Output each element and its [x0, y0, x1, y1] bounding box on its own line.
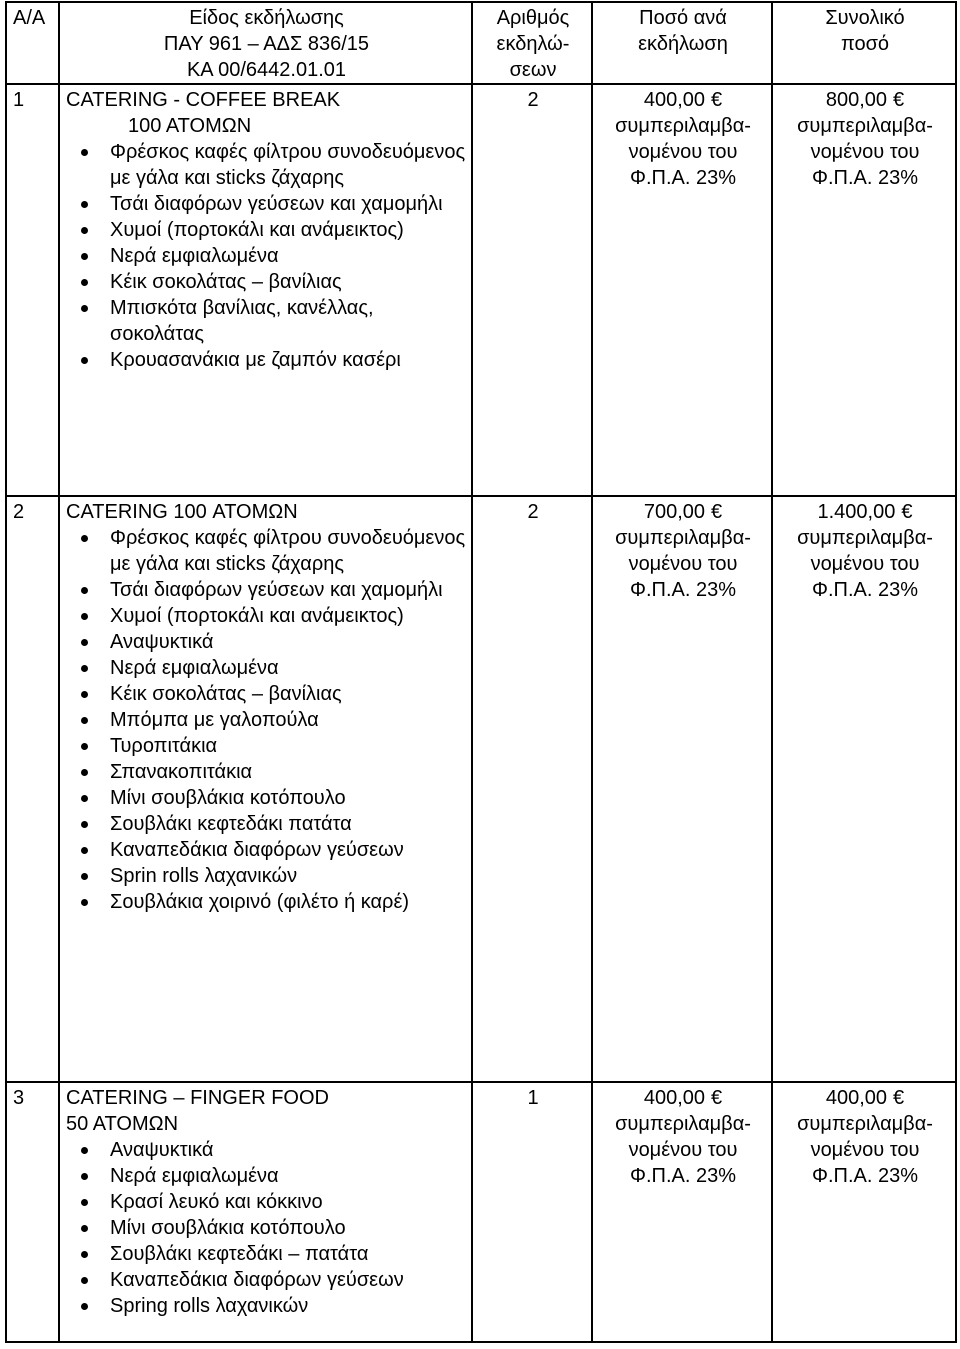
list-item: Καναπεδάκια διαφόρων γεύσεων — [110, 1267, 467, 1293]
row-title-line: CATERING 100 ΑΤΟΜΩΝ — [66, 501, 298, 523]
vat-note-line: νομένου του — [810, 1139, 920, 1161]
table-row — [6, 496, 956, 1082]
row-count: 2 — [472, 496, 592, 1082]
list-item: Μπόμπα με γαλοπούλα — [110, 707, 467, 733]
list-item: Σουβλάκι κεφτεδάκι πατάτα — [110, 811, 467, 837]
header-unit-line: Ποσό ανά — [639, 7, 727, 29]
list-item: Κέικ σοκολάτας – βανίλιας — [110, 681, 467, 707]
list-item: Φρέσκος καφές φίλτρου συνοδευόμενος με γάλα και sticks ζάχαρης — [110, 141, 466, 189]
list-item: Κρασί λευκό και κόκκινο — [110, 1189, 467, 1215]
list-item: Χυμοί (πορτοκάλι και ανάμεικτος) — [110, 603, 467, 629]
header-count — [472, 2, 592, 84]
vat-note-line: νομένου του — [628, 1139, 738, 1161]
header-aa: Α/Α — [6, 2, 59, 84]
amount-line — [779, 499, 951, 525]
list-item: Τσάι διαφόρων γεύσεων και χαμομήλι — [110, 191, 467, 217]
amount-value: 400,00 — [643, 89, 706, 111]
list-item: Τσάι διαφόρων γεύσεων και χαμομήλι — [110, 577, 467, 603]
header-count-line: εκδηλώ- — [496, 33, 570, 55]
vat-note-line: Φ.Π.Α. 23% — [630, 167, 736, 189]
row-title-line: 50 ΑΤΟΜΩΝ — [66, 1113, 179, 1135]
list-item: Νερά εμφιαλωμένα — [110, 243, 467, 269]
list-item: Κρουασανάκια με ζαμπόν κασέρι — [110, 347, 467, 373]
header-description-line: ΚΑ 00/6442.01.01 — [186, 59, 347, 81]
euro-sign: € — [901, 501, 913, 523]
row-description — [59, 84, 472, 496]
header-total-line: Συνολικό — [825, 7, 905, 29]
list-item: Σουβλάκι κεφτεδάκι – πατάτα — [110, 1241, 467, 1267]
vat-note-line: Φ.Π.Α. 23% — [812, 1165, 918, 1187]
vat-note-line: νομένου του — [628, 141, 738, 163]
vat-note-line: συμπεριλαμβα- — [797, 115, 933, 137]
row-count: 1 — [472, 1082, 592, 1342]
list-item: Καναπεδάκια διαφόρων γεύσεων — [110, 837, 467, 863]
list-item: Spring rolls λαχανικών — [110, 1293, 467, 1319]
euro-sign: € — [893, 89, 905, 111]
amount-line — [779, 87, 951, 113]
header-count-line: Αριθμός — [496, 7, 570, 29]
item-list — [66, 1137, 467, 1319]
list-item: Κέικ σοκολάτας – βανίλιας — [110, 269, 467, 295]
vat-note-line: συμπεριλαμβα- — [615, 527, 751, 549]
list-item: Sprin rolls λαχανικών — [110, 863, 467, 889]
list-item: Μίνι σουβλάκια κοτόπουλο — [110, 785, 467, 811]
header-count-line: σεων — [509, 59, 557, 81]
list-item: Μίνι σουβλάκια κοτόπουλο — [110, 1215, 467, 1241]
row-number: 2 — [6, 496, 59, 1082]
header-total-line: ποσό — [840, 33, 890, 55]
amount-line — [599, 1085, 767, 1111]
header-total-amount — [772, 2, 956, 84]
vat-note-line: συμπεριλαμβα- — [797, 1113, 933, 1135]
row-number: 1 — [6, 84, 59, 496]
row-title-line: CATERING - COFFEE BREAK — [66, 89, 341, 111]
header-row — [6, 2, 956, 84]
euro-sign: € — [893, 1087, 905, 1109]
row-description — [59, 1082, 472, 1342]
euro-sign: € — [711, 89, 723, 111]
header-description-line: ΠΑΥ 961 – ΑΔΣ 836/15 — [163, 33, 370, 55]
euro-sign: € — [711, 1087, 723, 1109]
vat-note-line: συμπεριλαμβα- — [615, 1113, 751, 1135]
header-unit-line: εκδήλωση — [638, 33, 728, 55]
list-item: Νερά εμφιαλωμένα — [110, 1163, 467, 1189]
list-item: Νερά εμφιαλωμένα — [110, 655, 467, 681]
row-total-amount — [772, 1082, 956, 1342]
vat-note-line: συμπεριλαμβα- — [615, 115, 751, 137]
amount-value: 400,00 — [643, 1087, 706, 1109]
row-total-amount — [772, 84, 956, 496]
item-list — [66, 525, 467, 915]
amount-line — [599, 87, 767, 113]
amount-value: 800,00 — [825, 89, 888, 111]
list-item: Μπισκότα βανίλιας, κανέλλας, σοκολάτας — [110, 295, 467, 347]
euro-sign: € — [711, 501, 723, 523]
amount-line — [599, 499, 767, 525]
vat-note-line: Φ.Π.Α. 23% — [630, 579, 736, 601]
table-row — [6, 84, 956, 496]
vat-note-line: νομένου του — [810, 141, 920, 163]
amount-line — [779, 1085, 951, 1111]
list-item: Τυροπιτάκια — [110, 733, 467, 759]
vat-note-line: συμπεριλαμβα- — [797, 527, 933, 549]
list-item: Αναψυκτικά — [110, 1137, 467, 1163]
catering-table — [5, 1, 957, 1343]
amount-value: 700,00 — [643, 501, 706, 523]
item-list — [66, 139, 467, 373]
row-unit-amount — [592, 84, 772, 496]
row-number: 3 — [6, 1082, 59, 1342]
row-count: 2 — [472, 84, 592, 496]
amount-value: 1.400,00 — [817, 501, 896, 523]
list-item: Αναψυκτικά — [110, 629, 467, 655]
header-description — [59, 2, 472, 84]
list-item: Σπανακοπιτάκια — [110, 759, 467, 785]
row-description — [59, 496, 472, 1082]
row-total-amount — [772, 496, 956, 1082]
list-item: Σουβλάκια χοιρινό (φιλέτο ή καρέ) — [110, 889, 467, 915]
header-description-line: Είδος εκδήλωσης — [189, 7, 344, 29]
table-row — [6, 1082, 956, 1342]
vat-note-line: νομένου του — [810, 553, 920, 575]
vat-note-line: Φ.Π.Α. 23% — [812, 167, 918, 189]
vat-note-line: νομένου του — [628, 553, 738, 575]
list-item: Χυμοί (πορτοκάλι και ανάμεικτος) — [110, 217, 467, 243]
vat-note-line: Φ.Π.Α. 23% — [630, 1165, 736, 1187]
row-unit-amount — [592, 496, 772, 1082]
row-title-line: 100 ΑΤΟΜΩΝ — [128, 115, 252, 137]
row-unit-amount — [592, 1082, 772, 1342]
list-item: Φρέσκος καφές φίλτρου συνοδευόμενος με γάλα και sticks ζάχαρης — [110, 527, 466, 575]
row-title-line: CATERING – FINGER FOOD — [66, 1087, 329, 1109]
vat-note-line: Φ.Π.Α. 23% — [812, 579, 918, 601]
amount-value: 400,00 — [825, 1087, 888, 1109]
header-unit-amount — [592, 2, 772, 84]
